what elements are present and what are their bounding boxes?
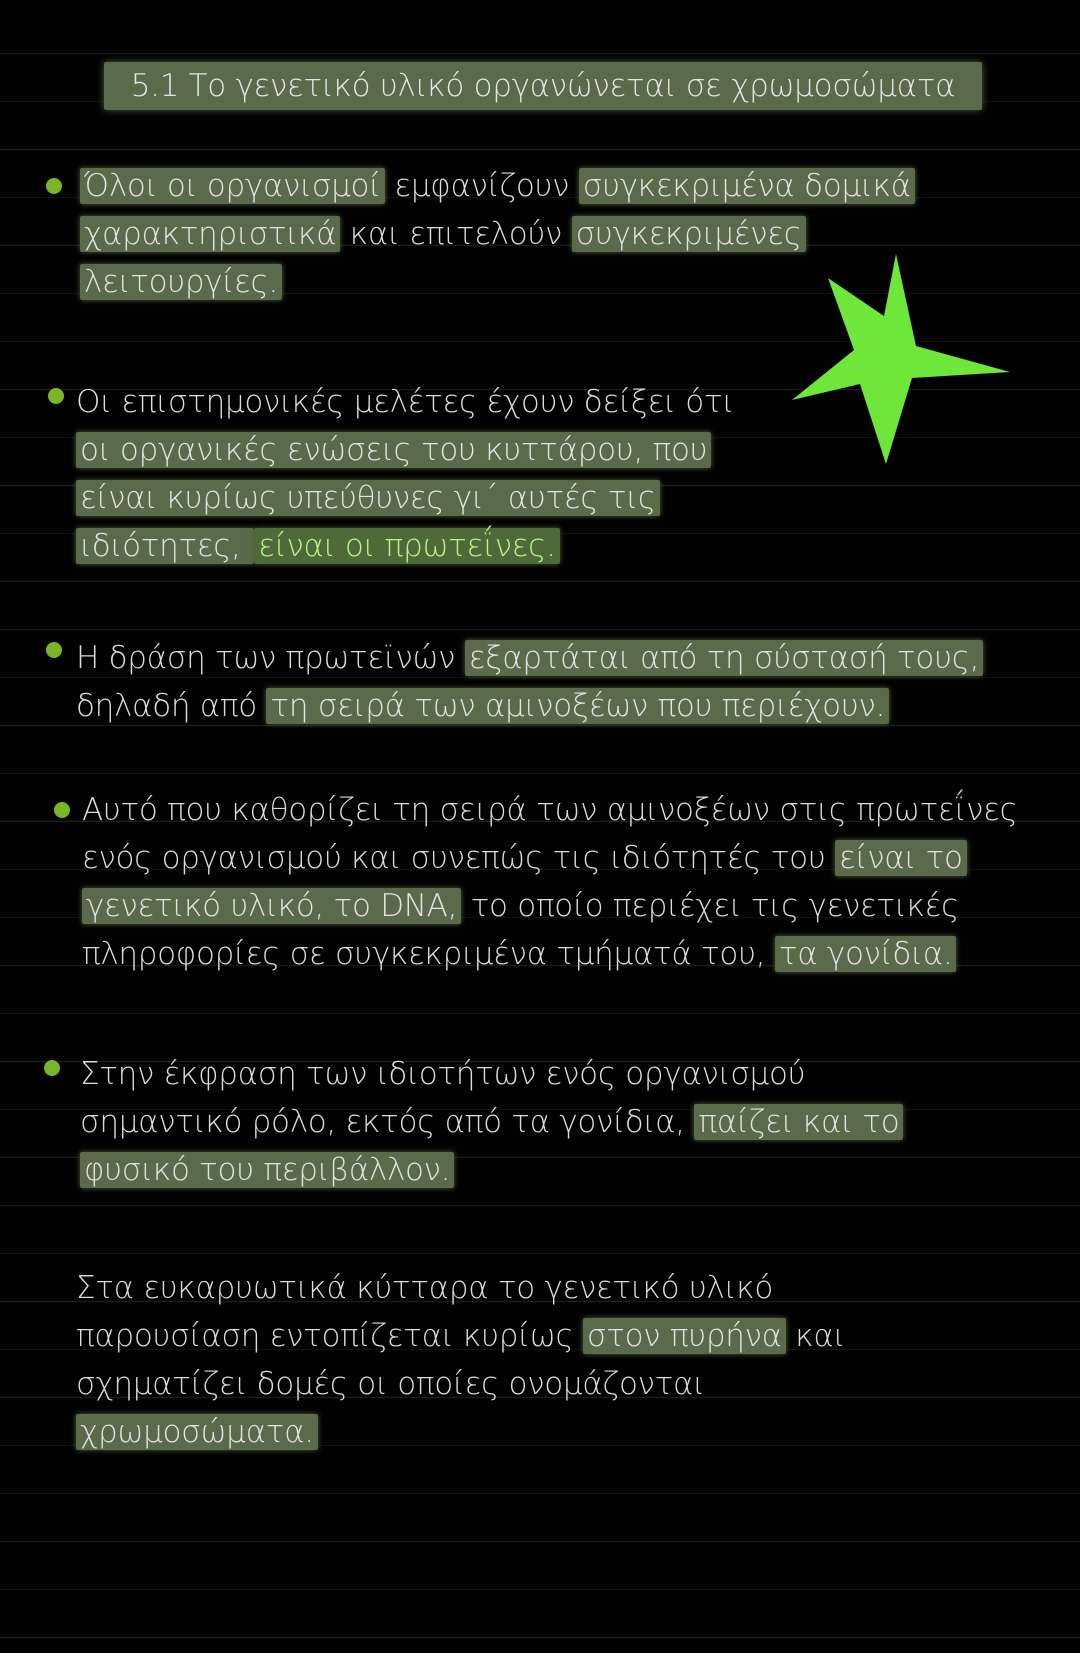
page-title: 5.1 Το γενετικό υλικό οργανώνεται σε χρωμοσώματα bbox=[104, 62, 982, 110]
bullet-5-text bbox=[80, 1050, 903, 1194]
star-icon bbox=[788, 246, 1014, 472]
closing-line-1 bbox=[76, 1264, 845, 1312]
bullet-1-line-1 bbox=[80, 162, 915, 210]
bullet-2-text bbox=[76, 378, 734, 570]
highlight: συγκεκριμένες bbox=[572, 216, 806, 252]
text-run: το οποίο περιέχει τις γενετικές bbox=[461, 888, 960, 924]
highlight: χρωμοσώματα. bbox=[76, 1414, 318, 1450]
text-run: εμφανίζουν bbox=[384, 168, 579, 204]
text-run: πληροφορίες σε συγκεκριμένα τμήματά του, bbox=[82, 936, 775, 972]
text-run: παρουσίαση εντοπίζεται κυρίως bbox=[76, 1318, 583, 1354]
bullet-2-line-2 bbox=[76, 426, 734, 474]
text-run: Αυτό που καθορίζει τη σειρά των αμινοξέων στις πρωτεΐνες bbox=[82, 792, 1018, 828]
bullet-4-text bbox=[82, 786, 1017, 978]
bullet-5-line-2 bbox=[80, 1098, 903, 1146]
bullet-4-line-4 bbox=[82, 930, 1017, 978]
text-run: Στην έκφραση των ιδιοτήτων ενός οργανισμού bbox=[80, 1056, 806, 1092]
bullet-2-line-3 bbox=[76, 474, 734, 522]
bullet-3-line-1 bbox=[76, 634, 983, 682]
bullet-dot-icon bbox=[48, 388, 64, 404]
closing-line-4 bbox=[76, 1408, 845, 1456]
bullet-dot-icon bbox=[44, 1060, 60, 1076]
bullet-3-text bbox=[76, 634, 983, 730]
text-run: Η δράση των πρωτεϊνών bbox=[76, 640, 465, 676]
highlight: φυσικό του περιβάλλον. bbox=[80, 1152, 454, 1188]
text-run: και bbox=[785, 1318, 846, 1354]
highlight: είναι οι πρωτεΐνες. bbox=[254, 528, 559, 564]
bullet-dot-icon bbox=[46, 178, 62, 194]
highlight: είναι το bbox=[835, 840, 967, 876]
highlight: οι οργανικές ενώσεις του κυττάρου, που bbox=[76, 432, 711, 468]
bullet-4-line-2 bbox=[82, 834, 1017, 882]
bullet-2-line-4 bbox=[76, 522, 734, 570]
highlight: παίζει και το bbox=[694, 1104, 903, 1140]
text-run: Στα ευκαρυωτικά κύτταρα το γενετικό υλικό bbox=[76, 1270, 773, 1306]
highlight: τα γονίδια. bbox=[775, 936, 957, 972]
highlight: λειτουργίες. bbox=[80, 264, 282, 300]
bullet-dot-icon bbox=[46, 642, 62, 658]
highlight: γενετικό υλικό, το DNA, bbox=[82, 888, 461, 924]
bullet-4-line-3 bbox=[82, 882, 1017, 930]
highlight: ιδιότητες, bbox=[76, 528, 254, 564]
text-run: δηλαδή από bbox=[76, 688, 267, 724]
text-run: ενός οργανισμού και συνεπώς τις ιδιότητές του bbox=[82, 840, 836, 876]
highlight: χαρακτηριστικά bbox=[80, 216, 340, 252]
highlight: Όλοι οι οργανισμοί bbox=[80, 168, 385, 204]
text-run: σημαντικό ρόλο, εκτός από τα γονίδια, bbox=[80, 1104, 695, 1140]
closing-line-2 bbox=[76, 1312, 845, 1360]
closing-line-3 bbox=[76, 1360, 845, 1408]
highlight: είναι κυρίως υπεύθυνες γι΄ αυτές τις bbox=[76, 480, 660, 516]
highlight: στον πυρήνα bbox=[583, 1318, 786, 1354]
bullet-2-line-1 bbox=[76, 378, 734, 426]
highlight: τη σειρά των αμινοξέων που περιέχουν. bbox=[266, 688, 889, 724]
highlight: συγκεκριμένα δομικά bbox=[579, 168, 915, 204]
bullet-3-line-2 bbox=[76, 682, 983, 730]
bullet-4-line-1 bbox=[82, 786, 1017, 834]
bullet-5-line-1 bbox=[80, 1050, 903, 1098]
text-run: και επιτελούν bbox=[340, 216, 572, 252]
bullet-5-line-3 bbox=[80, 1146, 903, 1194]
bullet-dot-icon bbox=[54, 802, 70, 818]
text-run: σχηματίζει δομές οι οποίες ονομάζονται bbox=[76, 1366, 705, 1402]
text-run: Οι επιστημονικές μελέτες έχουν δείξει ότι bbox=[76, 384, 735, 420]
highlight: εξαρτάται από τη σύστασή τους, bbox=[465, 640, 983, 676]
closing-paragraph bbox=[76, 1264, 845, 1456]
